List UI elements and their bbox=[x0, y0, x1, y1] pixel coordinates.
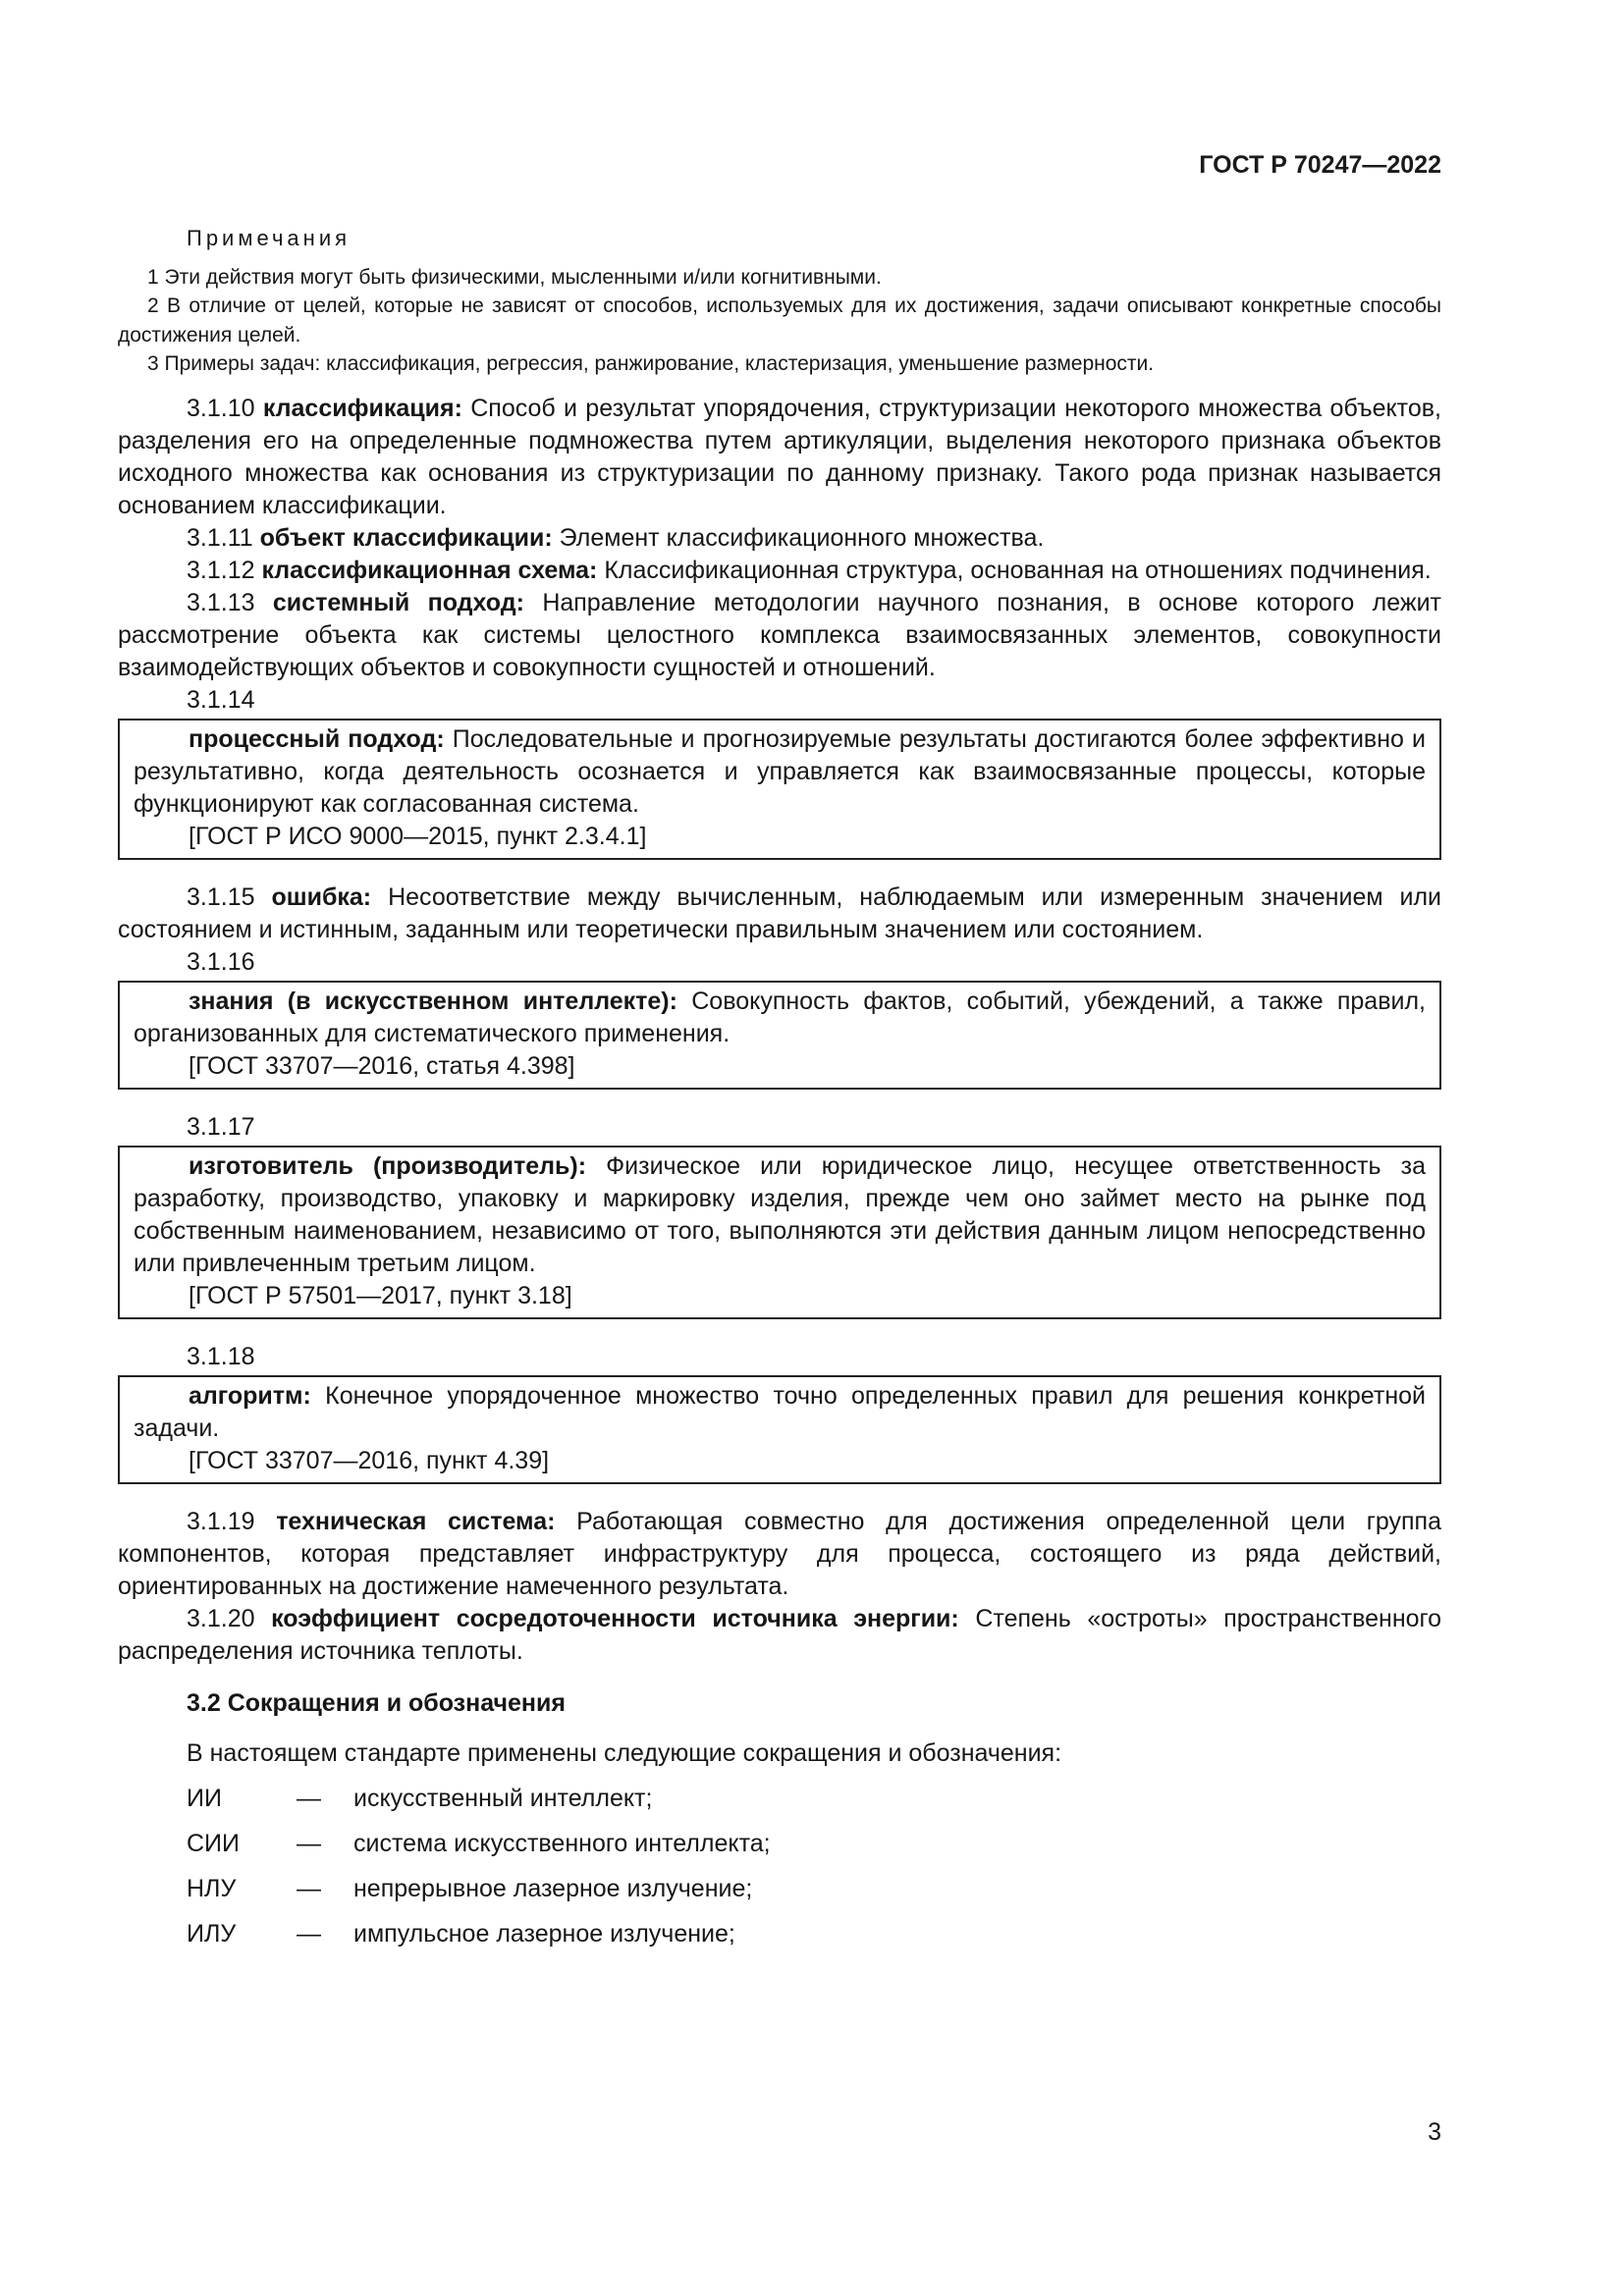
dash: — bbox=[297, 1919, 321, 1948]
term-3-1-13 bbox=[118, 587, 1441, 684]
term-name: знания (в искусственном интеллекте): bbox=[189, 987, 677, 1015]
abbreviation-description: непрерывное лазерное излучение; bbox=[353, 1874, 753, 1902]
term-3-1-12 bbox=[118, 555, 1441, 587]
term-number: 3.1.13 bbox=[187, 588, 255, 616]
term-number: 3.1.20 bbox=[187, 1604, 255, 1632]
term-name: алгоритм: bbox=[189, 1381, 311, 1410]
term-definition: Способ и результат упорядочения, структуризации некоторого множества объектов, разделения его на определенные подмножества путем артикуляции, выделения некоторого признака объектов исходного множества как основания из структуризации по данному признаку. Такого рода признак называется основанием классификации. bbox=[118, 394, 1441, 519]
abbreviation: СИИ bbox=[187, 1829, 240, 1857]
note-item: 2 В отличие от целей, которые не зависят от способов, используемых для их достижения, задачи описывают конкретные способы достижения целей. bbox=[118, 294, 1441, 347]
term-number: 3.1.17 bbox=[187, 1112, 255, 1141]
abbreviation: НЛУ bbox=[187, 1874, 237, 1902]
term-name: процессный подход: bbox=[189, 724, 445, 753]
term-source: [ГОСТ 33707—2016, статья 4.398] bbox=[189, 1051, 575, 1080]
note-item: 3 Примеры задач: классификация, регрессия, ранжирование, кластеризация, уменьшение размерности. bbox=[147, 352, 1155, 375]
term-number: 3.1.12 bbox=[187, 556, 255, 584]
term-box-3-1-18 bbox=[118, 1375, 1441, 1484]
term-3-1-15 bbox=[118, 881, 1441, 946]
term-3-1-20 bbox=[118, 1603, 1441, 1668]
term-3-1-19 bbox=[118, 1506, 1441, 1603]
abbreviation: ИИ bbox=[187, 1784, 222, 1812]
term-number: 3.1.18 bbox=[187, 1342, 255, 1370]
term-box-3-1-16 bbox=[118, 981, 1441, 1090]
term-3-1-10 bbox=[118, 393, 1441, 522]
term-source: [ГОСТ Р 57501—2017, пункт 3.18] bbox=[189, 1281, 572, 1309]
term-number: 3.1.16 bbox=[187, 947, 255, 976]
list-item bbox=[118, 1866, 1441, 1911]
list-item bbox=[118, 1911, 1441, 1956]
term-definition: Совокупность фактов, событий, убеждений, а также правил, организованных для систематического применения. bbox=[134, 987, 1426, 1047]
section-title: 3.2 Сокращения и обозначения bbox=[187, 1688, 566, 1717]
term-definition: Степень «остроты» пространственного распределения источника теплоты. bbox=[118, 1604, 1442, 1665]
term-name: изготовитель (производитель): bbox=[189, 1151, 587, 1180]
standard-code-header: ГОСТ Р 70247—2022 bbox=[1199, 151, 1441, 179]
term-definition: Последовательные и прогнозируемые результаты достигаются более эффективно и результативно, когда деятельность осознается и управляется как взаимосвязанные процессы, которые функционируют как согласованная система. bbox=[134, 724, 1426, 818]
section-intro: В настоящем стандарте применены следующие сокращения и обозначения: bbox=[187, 1738, 1062, 1767]
term-name: ошибка: bbox=[271, 882, 372, 911]
list-item bbox=[118, 1821, 1441, 1866]
notes-block bbox=[118, 224, 1441, 379]
term-number: 3.1.19 bbox=[187, 1507, 255, 1535]
term-box-3-1-14 bbox=[118, 719, 1441, 860]
term-definition: Классификационная структура, основанная на отношениях подчинения. bbox=[604, 556, 1432, 584]
term-number: 3.1.15 bbox=[187, 882, 255, 911]
term-definition: Несоответствие между вычисленным, наблюдаемым или измеренным значением или состоянием и истинным, заданным или теоретически правильным значением или состоянием. bbox=[118, 882, 1441, 943]
dash: — bbox=[297, 1874, 321, 1902]
abbreviation-description: система искусственного интеллекта; bbox=[353, 1829, 771, 1857]
abbreviation: ИЛУ bbox=[187, 1919, 237, 1948]
document-body bbox=[118, 224, 1441, 1956]
term-name: коэффициент сосредоточенности источника энергии: bbox=[271, 1604, 959, 1632]
term-name: объект классификации: bbox=[259, 523, 553, 552]
term-definition: Элемент классификационного множества. bbox=[559, 523, 1045, 552]
dash: — bbox=[297, 1829, 321, 1857]
dash: — bbox=[297, 1784, 321, 1812]
term-name: системный подход: bbox=[272, 588, 524, 616]
notes-title: Примечания bbox=[187, 226, 352, 250]
term-number: 3.1.11 bbox=[187, 523, 253, 552]
term-box-3-1-17 bbox=[118, 1146, 1441, 1319]
term-name: классификация: bbox=[262, 394, 462, 422]
term-number: 3.1.14 bbox=[187, 685, 255, 714]
abbreviations-list bbox=[118, 1776, 1441, 1956]
term-source: [ГОСТ Р ИСО 9000—2015, пункт 2.3.4.1] bbox=[189, 822, 647, 850]
term-name: классификационная схема: bbox=[261, 556, 598, 584]
term-name: техническая система: bbox=[276, 1507, 556, 1535]
term-definition: Физическое или юридическое лицо, несущее ответственность за разработку, производство, упаковку и маркировку изделия, прежде чем оно займет место на рынке под собственным наименованием, независимо от того, выполняются эти действия данным лицом непосредственно или привлеченным третьим лицом. bbox=[134, 1151, 1426, 1277]
term-definition: Работающая совместно для достижения определенной цели группа компонентов, которая представляет инфраструктуру для процесса, состоящего из ряда действий, ориентированных на достижение намеченного результата. bbox=[118, 1507, 1442, 1600]
term-source: [ГОСТ 33707—2016, пункт 4.39] bbox=[189, 1446, 550, 1474]
list-item bbox=[118, 1776, 1441, 1821]
term-definition: Конечное упорядоченное множество точно определенных правил для решения конкретной задачи. bbox=[134, 1381, 1427, 1442]
term-definition: Направление методологии научного познания, в основе которого лежит рассмотрение объекта как системы целостного комплекса взаимосвязанных элементов, совокупности взаимодействующих объектов и совокупности сущностей и отношений. bbox=[118, 588, 1441, 681]
term-number: 3.1.10 bbox=[187, 394, 255, 422]
abbreviation-description: импульсное лазерное излучение; bbox=[353, 1919, 735, 1948]
abbreviation-description: искусственный интеллект; bbox=[353, 1784, 653, 1812]
term-3-1-11 bbox=[118, 522, 1441, 555]
note-item: 1 Эти действия могут быть физическими, мысленными и/или когнитивными. bbox=[147, 265, 882, 289]
page-number: 3 bbox=[1428, 2118, 1441, 2146]
